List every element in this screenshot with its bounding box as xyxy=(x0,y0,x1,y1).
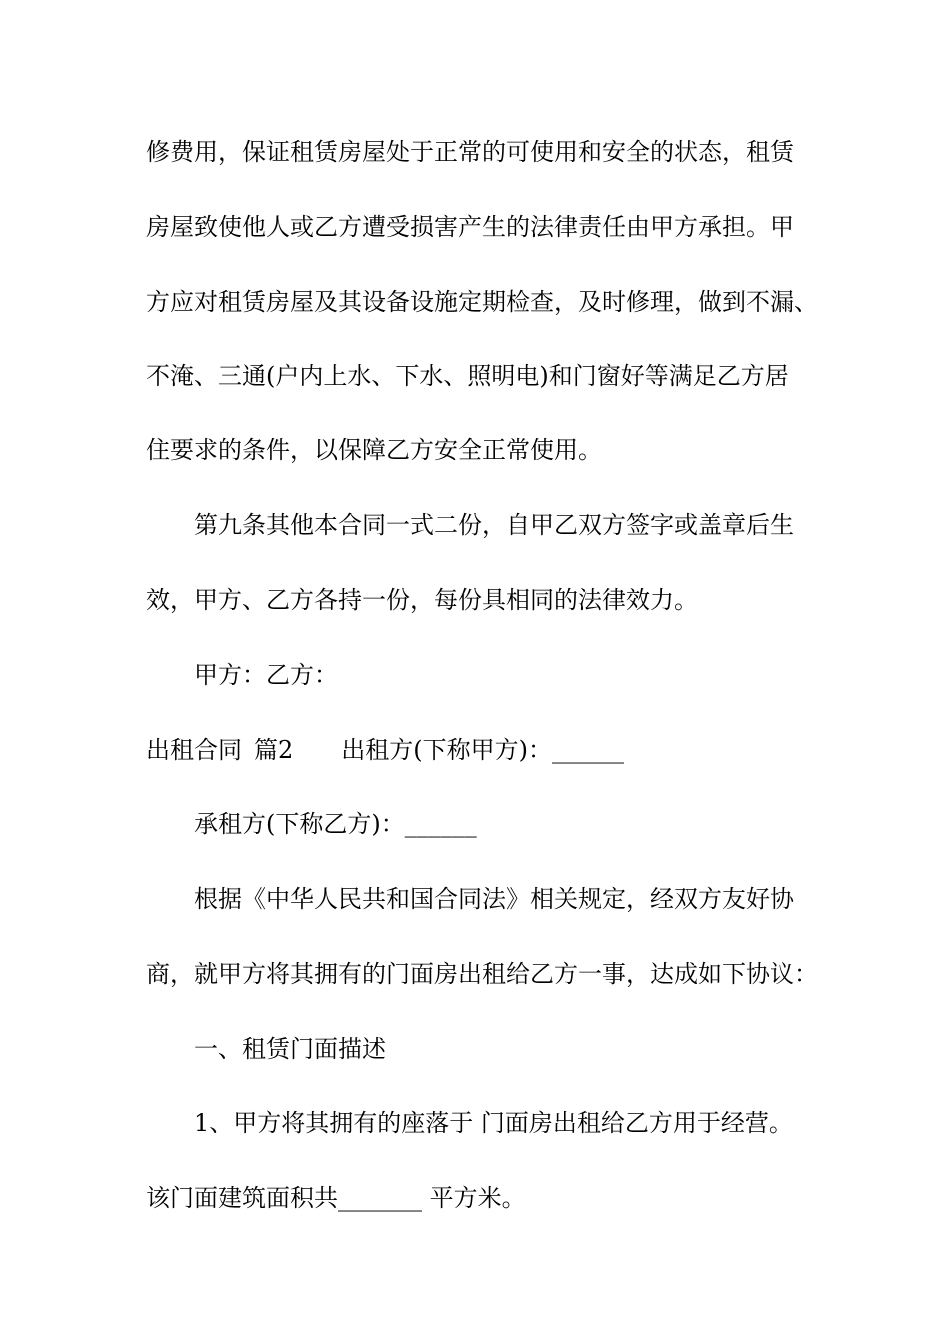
paragraph-line: 修费用，保证租赁房屋处于正常的可使用和安全的状态，租赁 xyxy=(146,138,794,166)
clause-line: 1、甲方将其拥有的座落于 门面房出租给乙方用于经营。 xyxy=(194,1109,793,1137)
paragraph-line: 商，就甲方将其拥有的门面房出租给乙方一事，达成如下协议： xyxy=(146,960,818,988)
paragraph-line: 不淹、三通(户内上水、下水、照明电)和门窗好等满足乙方居 xyxy=(146,362,789,390)
lessor-field: 出租方(下称甲方)：______ xyxy=(341,736,625,764)
section-title: 出租合同 xyxy=(146,736,242,764)
section-number: 篇2 xyxy=(254,736,294,764)
clause-line: 该门面建筑面积共_______ 平方米。 xyxy=(146,1184,526,1212)
paragraph-line: 根据《中华人民共和国合同法》相关规定，经双方友好协 xyxy=(194,885,794,913)
paragraph-line: 住要求的条件，以保障乙方安全正常使用。 xyxy=(146,436,602,464)
article-nine-line: 第九条其他本合同一式二份，自甲乙双方签字或盖章后生 xyxy=(194,511,794,539)
paragraph-line: 方应对租赁房屋及其设备设施定期检查，及时修理，做到不漏、 xyxy=(146,288,818,316)
lessee-field: 承租方(下称乙方)：______ xyxy=(194,810,477,838)
subsection-heading: 一、租赁门面描述 xyxy=(194,1035,386,1063)
section-heading-line xyxy=(146,735,836,765)
paragraph-line: 房屋致使他人或乙方遭受损害产生的法律责任由甲方承担。甲 xyxy=(146,213,794,241)
article-nine-line: 效，甲方、乙方各持一份，每份具相同的法律效力。 xyxy=(146,586,698,614)
signature-parties-line: 甲方：乙方： xyxy=(194,661,338,689)
